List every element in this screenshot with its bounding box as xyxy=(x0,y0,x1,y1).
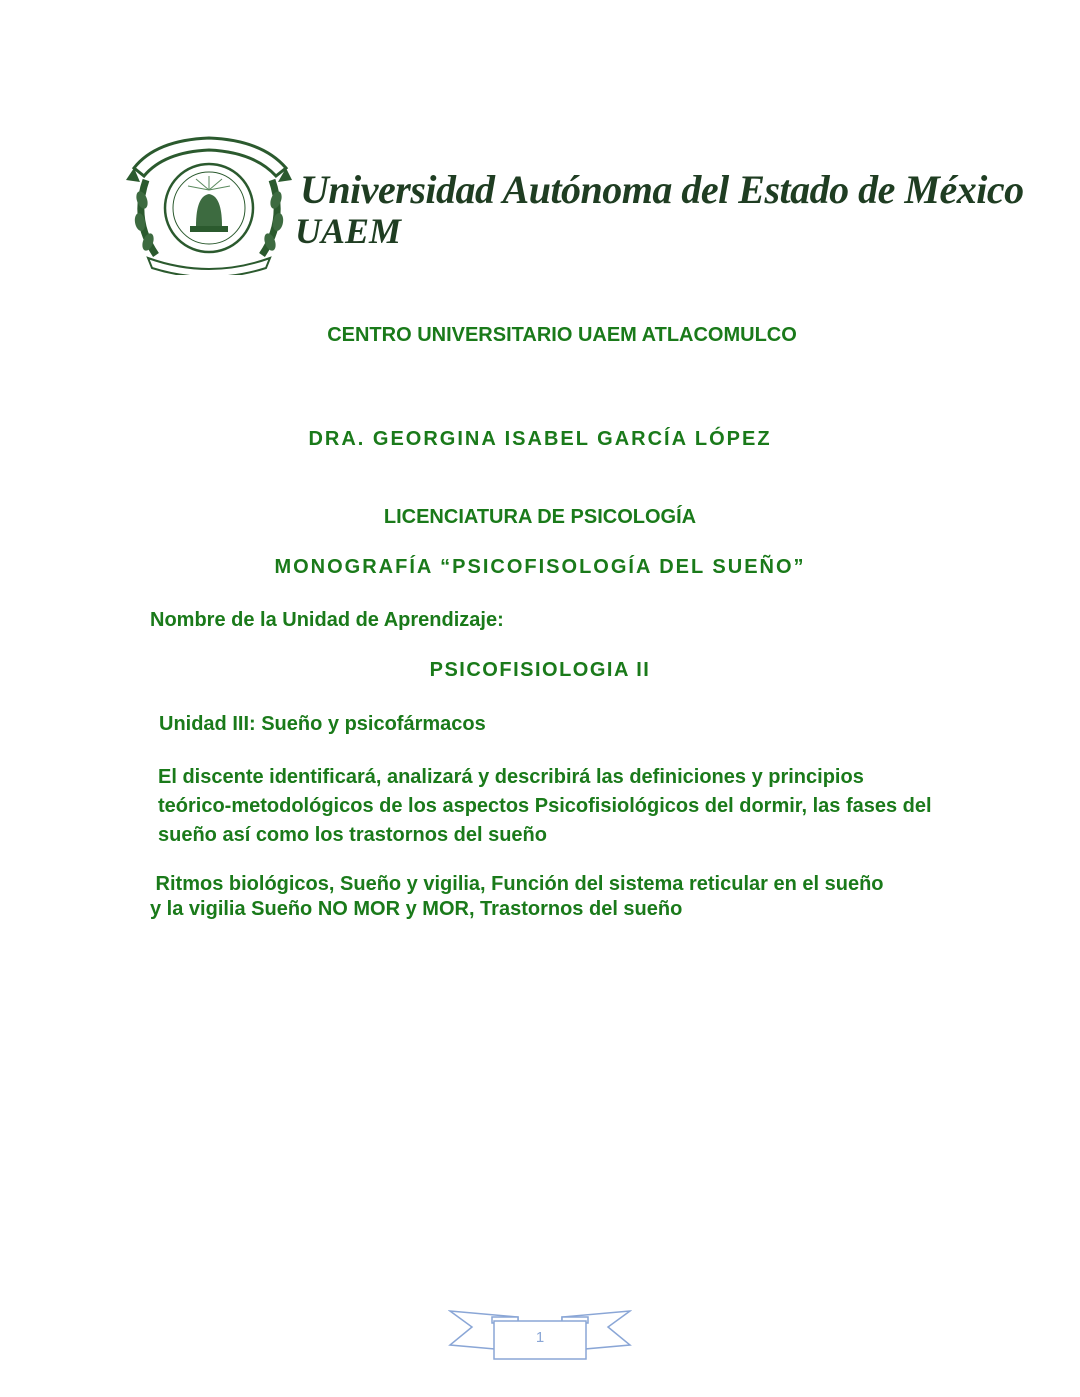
university-name: Universidad Autónoma del Estado de México xyxy=(300,167,1024,212)
monograph-title: MONOGRAFÍA “PSICOFISOLOGÍA DEL SUEÑO” xyxy=(274,556,806,578)
learning-unit-name: PSICOFISIOLOGIA II xyxy=(429,659,651,681)
topics-line-1: Ritmos biológicos, Sueño y vigilia, Función del sistema reticular en el sueño xyxy=(150,873,884,895)
degree-name: LICENCIATURA DE PSICOLOGÍA xyxy=(383,506,697,528)
learning-unit-label: Nombre de la Unidad de Aprendizaje: xyxy=(150,609,504,631)
learning-objective: El discente identificará, analizará y describirá las definiciones y principios teórico-metodológicos de los aspectos Psicofisiológicos del dormir, las fases del sueño así como los trastornos del sueño xyxy=(158,766,932,846)
campus-name: CENTRO UNIVERSITARIO UAEM ATLACOMULCO xyxy=(327,324,797,346)
professor-name: DRA. GEORGINA ISABEL GARCÍA LÓPEZ xyxy=(308,428,772,450)
unit-title: Unidad III: Sueño y psicofármacos xyxy=(159,713,486,735)
page-number: 1 xyxy=(535,1329,545,1346)
page-number-ribbon-icon xyxy=(448,1305,632,1361)
topics-list xyxy=(150,872,950,922)
university-seal-icon xyxy=(126,130,292,275)
topics-line-2: y la vigilia Sueño NO MOR y MOR, Trastornos del sueño xyxy=(150,898,683,920)
university-abbreviation: UAEM xyxy=(295,211,402,251)
